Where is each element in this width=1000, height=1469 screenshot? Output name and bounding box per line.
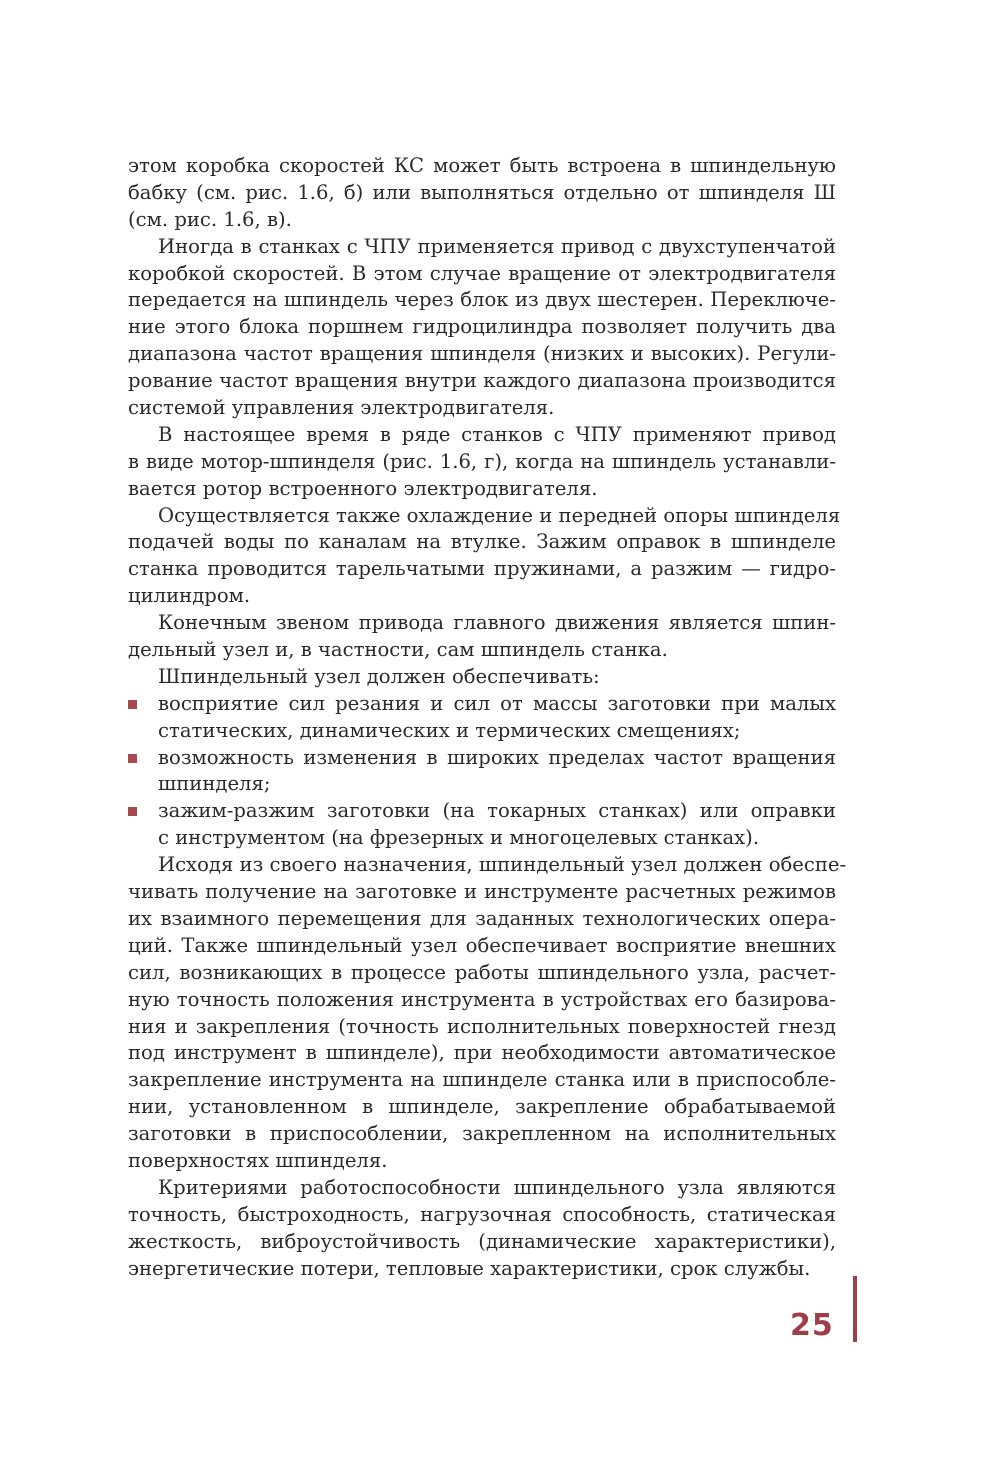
text-line: диапазона частот вращения шпинделя (низких и высоких). Регули- <box>128 342 836 366</box>
text-line: (см. рис. 1.6, в). <box>128 207 292 231</box>
text-line: в виде мотор-шпинделя (рис. 1.6, г), когда на шпиндель устанавли- <box>128 449 836 473</box>
text-line: Осуществляется также охлаждение и передней опоры шпинделя <box>158 503 841 527</box>
text-line: ций. Также шпиндельный узел обеспечивает восприятие внешних <box>128 933 836 957</box>
text-line: возможность изменения в широких пределах частот вращения <box>128 745 836 772</box>
text-line: ния и закрепления (точность исполнительных поверхностей гнезд <box>128 1014 836 1038</box>
text-line: цилиндром. <box>128 584 251 608</box>
paragraph <box>128 234 836 422</box>
text-line: с инструментом (на фрезерных и многоцелевых станках). <box>158 826 760 850</box>
text-line: ную точность положения инструмента в устройствах его базирова- <box>128 987 836 1011</box>
text-line: системой управления электродвигателя. <box>128 396 555 420</box>
text-line: их взаимного перемещения для заданных технологических опера- <box>128 906 836 930</box>
text-line: рование частот вращения внутри каждого диапазона производится <box>128 369 836 393</box>
paragraph <box>128 153 836 234</box>
paragraph <box>128 1175 836 1283</box>
text-line: дельный узел и, в частности, сам шпиндель станка. <box>128 638 668 662</box>
text-line: поверхностях шпинделя. <box>128 1148 388 1172</box>
bullet-item <box>128 691 836 745</box>
text-line: ние этого блока поршнем гидроцилиндра позволяет получить два <box>128 315 836 339</box>
page-number-bar <box>853 1276 857 1342</box>
text-line: вается ротор встроенного электродвигателя. <box>128 476 598 500</box>
text-line: точность, быстроходность, нагрузочная способность, статическая <box>128 1202 836 1226</box>
bullet-marker-icon <box>128 807 137 816</box>
text-line: сил, возникающих в процессе работы шпиндельного узла, расчет- <box>128 960 836 984</box>
text-line: под инструмент в шпинделе), при необходимости автоматическое <box>128 1041 836 1065</box>
text-line: шпинделя; <box>158 772 271 796</box>
text-line: нии, установленном в шпинделе, закрепление обрабатываемой <box>128 1095 836 1119</box>
bullet-marker-icon <box>128 754 137 763</box>
bullet-item <box>128 798 836 852</box>
text-line: энергетические потери, тепловые характеристики, срок службы. <box>128 1256 811 1280</box>
text-line: Конечным звеном привода главного движения является шпин- <box>158 611 836 635</box>
text-line: Иногда в станках с ЧПУ применяется привод с двухступенчатой <box>158 234 836 258</box>
text-line: станка проводится тарельчатыми пружинами, а разжим — гидро- <box>128 557 836 581</box>
text-line: чивать получение на заготовке и инструменте расчетных режимов <box>128 880 836 904</box>
text-line: закрепление инструмента на шпинделе станка или в приспособле- <box>128 1068 836 1092</box>
text-line: Исходя из своего назначения, шпиндельный узел должен обеспе- <box>158 853 847 877</box>
paragraph <box>128 610 836 664</box>
text-line: В настоящее время в ряде станков с ЧПУ применяют привод <box>158 422 836 446</box>
bullet-item <box>128 745 836 799</box>
paragraph <box>128 503 841 611</box>
text-line: передается на шпиндель через блок из двух шестерен. Переключе- <box>128 288 836 312</box>
text-line: коробкой скоростей. В этом случае вращение от электродвигателя <box>128 261 836 285</box>
text-line: подачей воды по каналам на втулке. Зажим оправок в шпинделе <box>128 530 836 554</box>
text-line: этом коробка скоростей КС может быть встроена в шпиндельную <box>128 154 836 177</box>
text-line: бабку (см. рис. 1.6, б) или выполняться отдельно от шпинделя Ш <box>128 180 836 204</box>
text-line: статических, динамических и термических смещениях; <box>158 718 741 742</box>
text-line: заготовки в приспособлении, закрепленном на исполнительных <box>128 1122 836 1146</box>
body-text <box>128 153 847 1282</box>
text-line: Критериями работоспособности шпиндельного узла являются <box>158 1175 836 1199</box>
bullet-marker-icon <box>128 700 137 709</box>
page-number: 25 <box>790 1308 834 1343</box>
text-line: восприятие сил резания и сил от массы заготовки при малых <box>128 691 836 718</box>
paragraph <box>128 422 836 503</box>
text-line: жесткость, виброустойчивость (динамические характеристики), <box>128 1229 836 1253</box>
paragraph <box>128 664 836 691</box>
text-line: зажим-разжим заготовки (на токарных станках) или оправки <box>128 798 836 825</box>
text-line: Шпиндельный узел должен обеспечивать: <box>158 664 600 688</box>
paragraph <box>128 852 847 1175</box>
